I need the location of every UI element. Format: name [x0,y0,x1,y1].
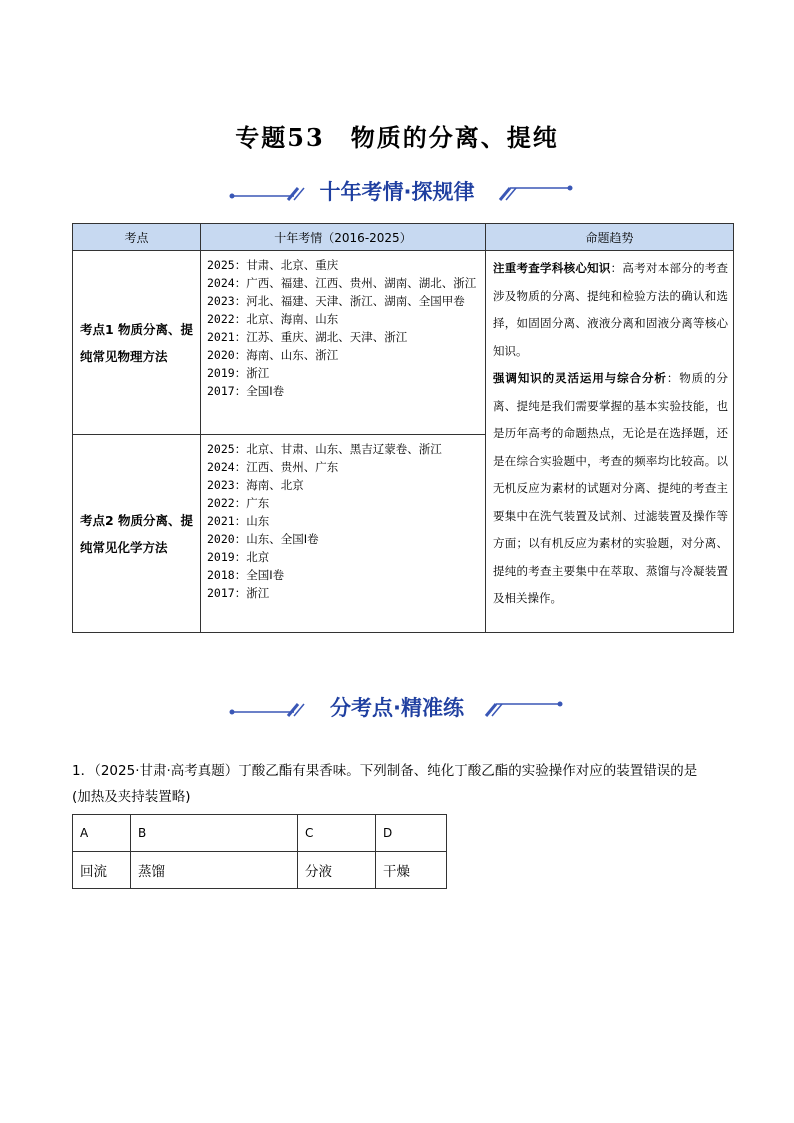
trend-heading-1: 注重考查学科核心知识 [493,261,611,275]
option-d-label: 干燥 [376,852,447,889]
section-banner-practice [0,693,794,723]
question-text: 丁酸乙酯有果香味。下列制备、纯化丁酸乙酯的实验操作对应的装置错误的是 [238,763,698,779]
trend-body-2: ：物质的分离、提纯是我们需要掌握的基本实验技能，也是历年高考的命题热点，无论是在选择题，还是在综合实验题中，考查的频率均比较高。以无机反应为素材的试题对分离、提纯的考查主要集中在洗气装置及试剂、过滤装置及操作等方面；以有机反应为素材的实验题，对分离、提纯的考查主要集中在萃取、蒸馏与冷凝装置及相关操作。 [493,371,729,605]
year-line: 2020：山东、全国Ⅰ卷 [207,532,319,546]
year-line: 2025：北京、甘肃、山东、黑吉辽蒙卷、浙江 [207,442,442,456]
option-d-letter: D [376,815,447,852]
banner-title: 十年考情·探规律 [306,177,489,207]
trend-table [72,223,734,633]
trend-paragraph-1 [493,255,728,365]
trend-heading-2: 强调知识的灵活运用与综合分析 [493,371,667,385]
option-c-label: 分液 [298,852,376,889]
year-line: 2022：广东 [207,496,270,510]
topic-2: 考点2 物质分离、提纯常见化学方法 [73,435,201,633]
year-line: 2019：浙江 [207,366,270,380]
question-note: (加热及夹持装置略) [72,789,191,805]
year-line: 2022：北京、海南、山东 [207,312,339,326]
year-line: 2023：海南、北京 [207,478,304,492]
trend-text [486,251,734,633]
header-topic: 考点 [73,224,201,251]
option-b-label: 蒸馏 [131,852,298,889]
year-line: 2018：全国Ⅰ卷 [207,568,285,582]
trend-body-1: ：高考对本部分的考查涉及物质的分离、提纯和检验方法的确认和选择，如固固分离、液液分离和固液分离等核心知识。 [493,261,729,358]
header-years: 十年考情（2016-2025） [201,224,486,251]
question-1 [72,758,742,810]
topic-1: 考点1 物质分离、提纯常见物理方法 [73,251,201,435]
option-b-letter: B [131,815,298,852]
years-2 [201,435,486,633]
page-title: 专题53 物质的分离、提纯 [235,123,559,152]
option-a-label: 回流 [73,852,131,889]
year-line: 2021：山东 [207,514,270,528]
option-a-letter: A [73,815,131,852]
year-line: 2024：江西、贵州、广东 [207,460,339,474]
year-line: 2023：河北、福建、天津、浙江、湖南、全国甲卷 [207,294,465,308]
section-banner-trends [0,177,794,207]
answer-table [72,814,447,889]
year-line: 2017：浙江 [207,586,270,600]
year-line: 2021：江苏、重庆、湖北、天津、浙江 [207,330,408,344]
trend-paragraph-2 [493,365,728,613]
question-number: 1． [72,763,95,779]
banner-title: 分考点·精准练 [316,693,478,723]
year-line: 2017：全国Ⅰ卷 [207,384,285,398]
years-1 [201,251,486,435]
year-line: 2020：海南、山东、浙江 [207,348,339,362]
year-line: 2019：北京 [207,550,270,564]
header-trend: 命题趋势 [486,224,734,251]
question-source: （2025·甘肃·高考真题） [94,763,239,779]
year-line: 2025：甘肃、北京、重庆 [207,258,339,272]
year-line: 2024：广西、福建、江西、贵州、湖南、湖北、浙江 [207,276,477,290]
option-c-letter: C [298,815,376,852]
